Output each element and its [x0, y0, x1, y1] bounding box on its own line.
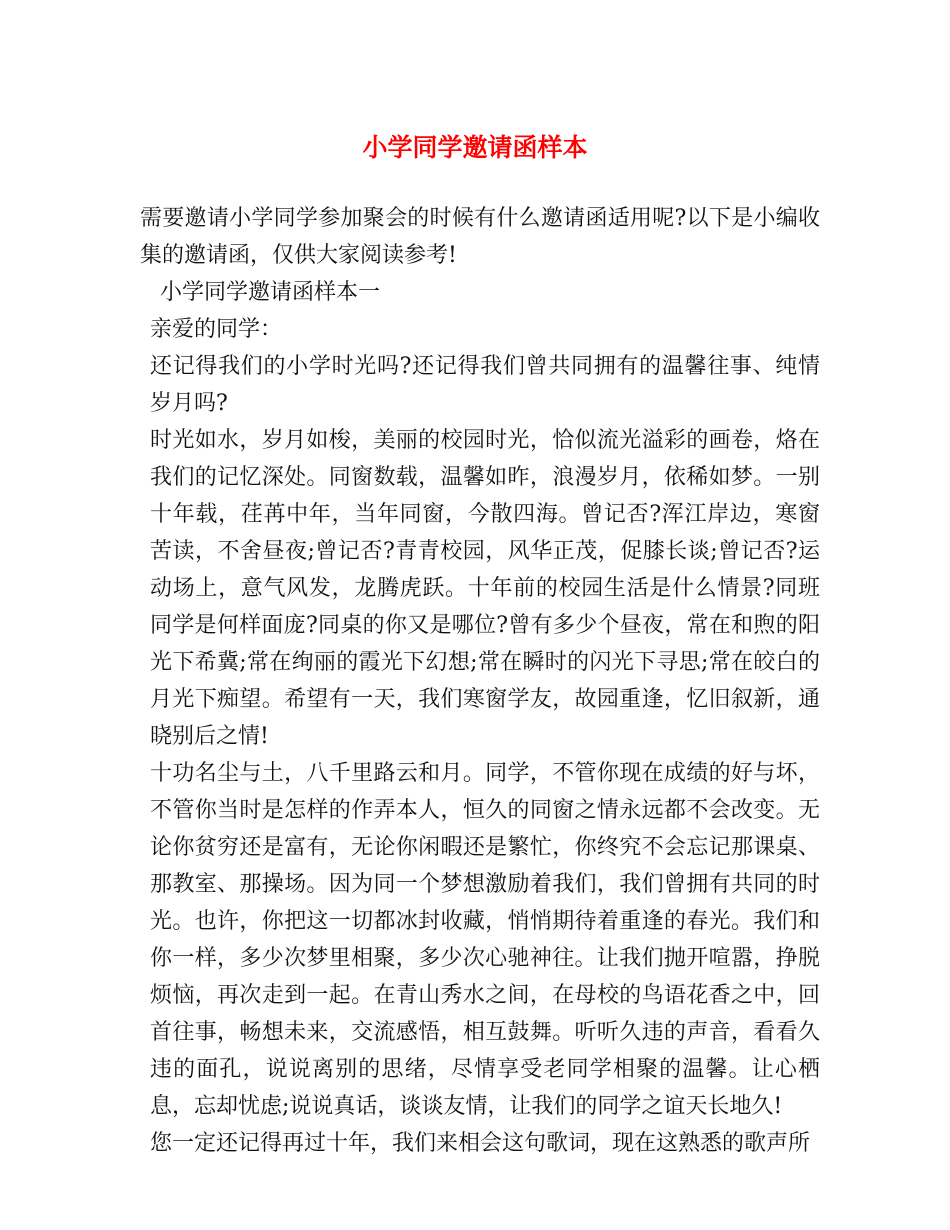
document-body [140, 200, 820, 1162]
body-paragraph-2: 时光如水，岁月如梭，美丽的校园时光，恰似流光溢彩的画卷，烙在我们的记忆深处。同窗数载，温馨如昨，浪漫岁月，依稀如梦。一别十年载，荏苒中年，当年同窗，今散四海。曾记否?浑江岸边，寒窗苦读，不舍昼夜;曾记否?青青校园，风华正茂，促膝长谈;曾记否?运动场上，意气风发，龙腾虎跃。十年前的校园生活是什么情景?同班同学是何样面庞?同桌的你又是哪位?曾有多少个昼夜，常在和煦的阳光下希冀;常在绚丽的霞光下幻想;常在瞬时的闪光下寻思;常在皎白的月光下痴望。希望有一天，我们寒窗学友，故园重逢，忆旧叙新，通晓别后之情! [150, 428, 820, 749]
intro-paragraph: 需要邀请小学同学参加聚会的时候有什么邀请函适用呢?以下是小编收集的邀请函，仅供大家阅读参考! [140, 206, 820, 268]
document-title: 小学同学邀请函样本 [362, 133, 588, 162]
body-paragraph-1: 还记得我们的小学时光吗?还记得我们曾共同拥有的温馨往事、纯情岁月吗? [150, 354, 820, 416]
section-heading: 小学同学邀请函样本一 [160, 280, 381, 305]
salutation: 亲爱的同学： [150, 317, 283, 342]
body-paragraph-4: 您一定还记得再过十年，我们来相会这句歌词，现在这熟悉的歌声所 [150, 1131, 811, 1156]
body-paragraph-3: 十功名尘与土，八千里路云和月。同学，不管你现在成绩的好与坏，不管你当时是怎样的作弄本人，恒久的同窗之情永远都不会改变。无论你贫穷还是富有，无论你闲暇还是繁忙，你终究不会忘记那课桌、那教室、那操场。因为同一个梦想激励着我们，我们曾拥有共同的时光。也许，你把这一切都冰封收藏，悄悄期待着重逢的春光。我们和你一样，多少次梦里相聚，多少次心驰神往。让我们抛开喧嚣，挣脱烦恼，再次走到一起。在青山秀水之间，在母校的鸟语花香之中，回首往事，畅想未来，交流感悟，相互鼓舞。听听久违的声音，看看久违的面孔，说说离别的思绪，尽情享受老同学相聚的温馨。让心栖息，忘却忧虑;说说真话，谈谈友情，让我们的同学之谊天长地久! [150, 761, 820, 1119]
